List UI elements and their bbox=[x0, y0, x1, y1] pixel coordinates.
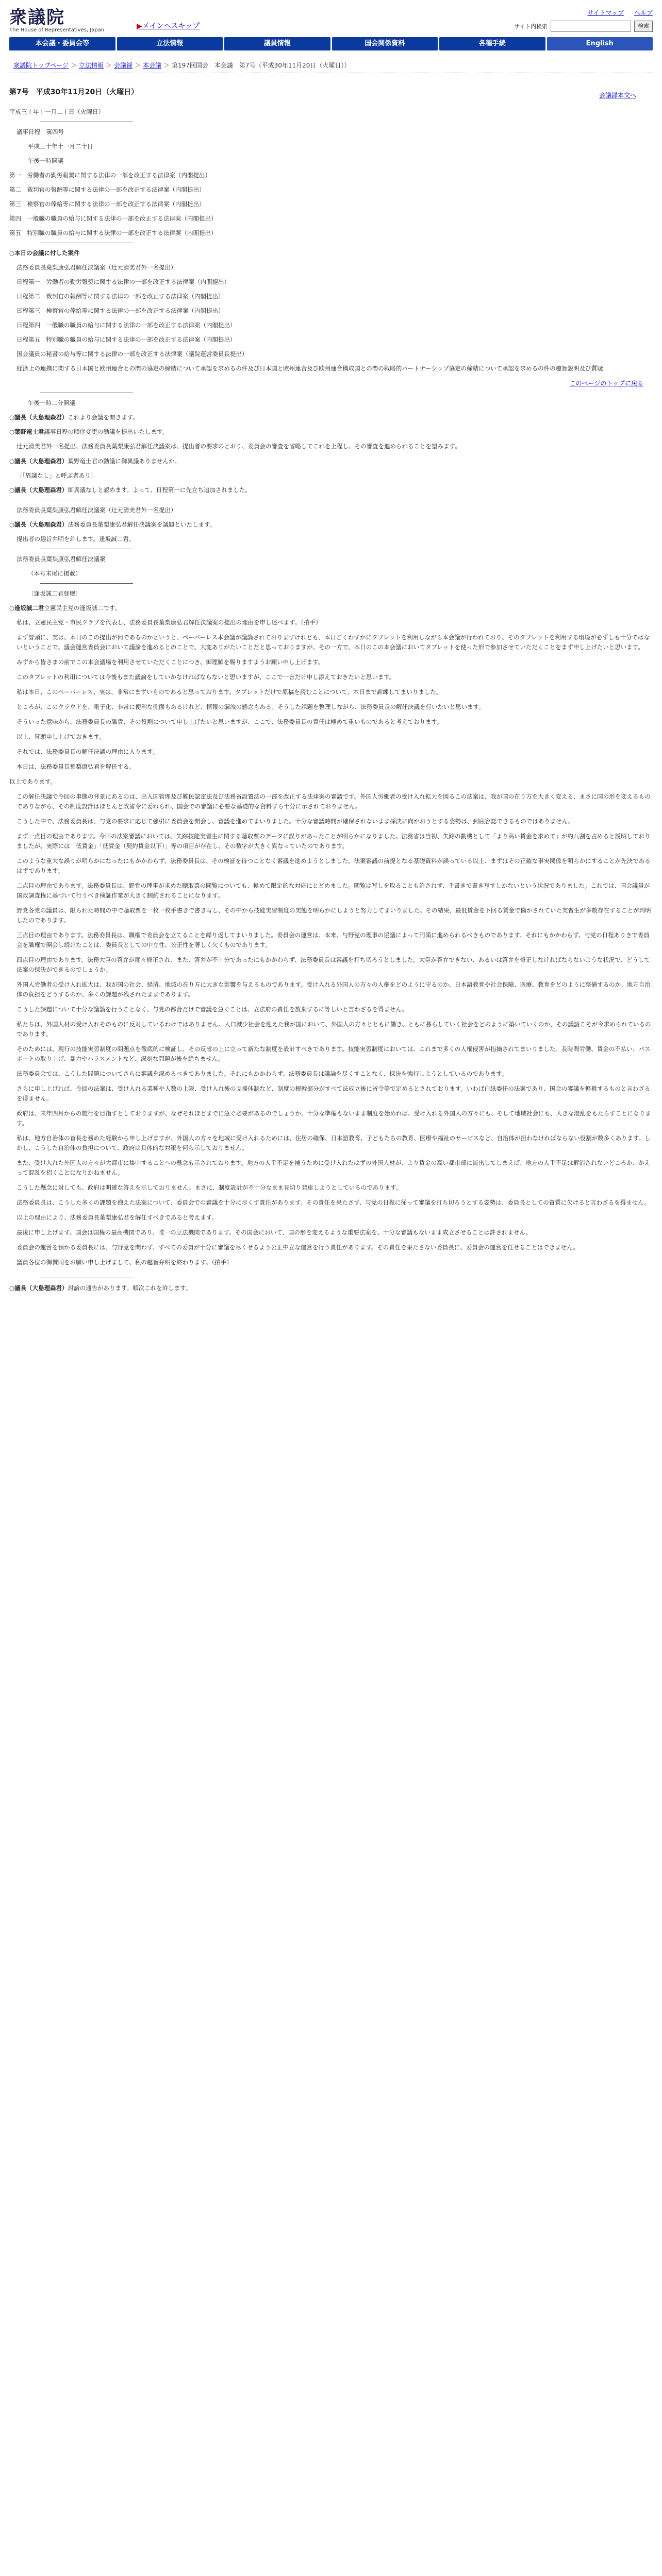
speech-text: 法務委員長葉梨康弘君解任決議案を議題といたします。 bbox=[68, 521, 216, 528]
session-date: 平成三十年十一月二十日（火曜日） bbox=[9, 108, 104, 115]
speaker-name: ○議長（大島理森君） bbox=[9, 1284, 68, 1292]
speech-paragraph: 外国人労働者の受け入れ拡大は、我が国の社会、経済、地域の在り方に大きな影響を与えるものであります。受け入れる外国人の方々の人権をどのように守るのか、日本語教育や社会保障、医療、教育をどのように整備するのか、地方自治体の負担をどうするのか、多くの課題が残されたままであります。 bbox=[16, 981, 651, 998]
agenda-date: 平成三十年十一月二十日 bbox=[28, 143, 93, 150]
resolution-note: （本号末尾に掲載） bbox=[28, 570, 81, 577]
agenda-item: 第三 検察官の俸給等に関する法律の一部を改正する法律案（内閣提出） bbox=[9, 200, 205, 208]
nav-diet-materials[interactable]: 国会関係資料 bbox=[332, 37, 438, 50]
agenda-item: 第一 労働者の勤労報奨に関する法律の一部を改正する法律案（内閣提出） bbox=[9, 172, 211, 179]
case-item: 日程第五 特別職の職員の給与に関する法律の一部を改正する法律案（内閣提出） bbox=[16, 336, 236, 343]
page-title: 第7号 平成30年11月20日（火曜日） bbox=[9, 88, 139, 96]
case-item: 日程第二 裁判官の報酬等に関する法律の一部を改正する法律案（内閣提出） bbox=[16, 293, 224, 300]
agenda-header: 議事日程 第四号 bbox=[16, 128, 64, 135]
speech-paragraph: さらに申し上げれば、今回の法案は、受け入れる業種や人数の上限、受け入れ後の支援体制など、制度の根幹部分がすべて法成立後に省令等で定めるとされております。いわば白紙委任の法案であり、国会の審議を軽視するものと言わざるを得ません。 bbox=[16, 1085, 651, 1102]
speech-paragraph: こうした中で、法務委員長は、与党の要求に応じて強引に委員会を開会し、審議を進めてまいりました。十分な審議時間が確保されないまま採決に向かおうとする姿勢は、到底容認できるものではありません。 bbox=[16, 818, 574, 825]
speaker-name: ○議長（大島理森君） bbox=[9, 521, 68, 528]
speech-text: 立憲民主党の逢坂誠二です。 bbox=[44, 604, 121, 612]
chamber-reaction: 〔「異議なし」と呼ぶ者あり〕 bbox=[16, 472, 97, 479]
agenda-item: 第五 特別職の職員の給与に関する法律の一部を改正する法律案（内閣提出） bbox=[9, 229, 217, 236]
site-header bbox=[0, 0, 662, 36]
case-item: 日程第四 一般職の職員の給与に関する法律の一部を改正する法律案（内閣提出） bbox=[16, 321, 236, 329]
case-item: 日程第三 検察官の俸給等に関する法律の一部を改正する法律案（内閣提出） bbox=[16, 307, 224, 314]
speaker-name: ○議長（大島理森君） bbox=[9, 414, 68, 421]
case-item: 国会議員の秘書の給与等に関する法律の一部を改正する法律案（議院運営委員長提出） bbox=[16, 350, 248, 358]
speaker-name: ○議長（大島理森君） bbox=[9, 457, 68, 465]
speaker-name: ○葉野竜士君 bbox=[9, 428, 44, 435]
speech-paragraph: 二点目の理由であります。法務委員長は、野党の理事が求めた聴取票の閲覧についても、極めて限定的な対応にとどめました。閲覧は写しを取ることも許されず、手書きで書き写すしかないという状況でありました。これでは、国会議員が国政調査権に基づいて行うべき検証作業が大きく制約されることになります。 bbox=[16, 882, 650, 899]
speech-paragraph: こうした課題について十分な議論を行うことなく、与党の都合だけで審議を急ぐことは、立法府の責任を放棄するに等しいと言わざるを得ません。 bbox=[16, 1006, 408, 1013]
speech-paragraph: 私は、地方自治体の首長を務めた経験から申し上げますが、外国人の方々を地域に受け入れるためには、住居の確保、日本語教育、子どもたちの教育、医療や福祉のサービスなど、自治体が担わなければならない役割が数多くあります。しかし、こうした自治体の負担について、政府は具体的な対策を何ら示しておりません。 bbox=[16, 1134, 651, 1151]
speech-paragraph: この解任決議で今回の事態の背景にあるのは、出入国管理及び難民認定法及び法務省設置法の一部を改正する法律案の審議です。外国人労働者の受け入れ拡大を図るこの法案は、我が国の在り方を大きく変える、まさに国の形を変えるものでありながら、その制度設計はほとんど政省令に委ねられ、国会での審議に必要な基礎的な資料すら十分に示されておりません。 bbox=[16, 793, 651, 810]
skip-to-main-link[interactable] bbox=[137, 21, 200, 31]
speech-paragraph: まず冒頭に、実は、本日のこの提出が何であるのかというと、ペーパーレス本会議が議論されておりますけれども、本日ごくわずかにタブレットを利用しながら本会議が行われており、そのタブレットを利用する環境が必ずしも十分ではないということで、議会運営委員会において議論を進めるとのことで、大変ありがたいことだと思っておりますが、その一方で、本日のこの本会議においてタブレットを使った形で参加させていただくことをまず申し上げたいと思います。 bbox=[16, 634, 650, 651]
back-to-top-link[interactable]: このページのトップに戻る bbox=[569, 380, 643, 387]
speech-paragraph: 私は本日、このペーパーレス、実は、非常にまずいものであると思っております。タブレットだけで原稿を読むことについて、本日まで訓練してまいりました。 bbox=[16, 688, 442, 696]
speech-paragraph: 委員会の運営を預かる委員長には、与野党を問わず、すべての委員が十分に審議を尽くせるよう公正中立な運営を行う責任があります。その責任を果たさない委員長に、委員会の運営を任せることはできません。 bbox=[16, 1244, 580, 1251]
minutes-content bbox=[0, 87, 662, 1293]
nav-legislative-info[interactable]: 立法情報 bbox=[117, 37, 223, 50]
speech-paragraph: 以上、冒頭申し上げておきます。 bbox=[16, 733, 105, 740]
breadcrumb-separator-icon: ＞ bbox=[70, 62, 77, 69]
breadcrumb-legislative[interactable]: 立法情報 bbox=[78, 62, 104, 69]
speech-paragraph: ところが、このクラウドを、電子化、非常に便利な側面もあるけれど、情報の漏洩の懸念もある。そうした課題を整理しながら、法務委員長の解任決議を行いたいと思います。 bbox=[16, 703, 485, 710]
search-button[interactable]: 検索 bbox=[634, 21, 653, 32]
skip-to-main-label: メインへスキップ bbox=[142, 22, 200, 30]
agenda-item: 第四 一般職の職員の給与に関する法律の一部を改正する法律案（内閣提出） bbox=[9, 215, 217, 222]
nav-member-info[interactable]: 議員情報 bbox=[224, 37, 330, 50]
speech-body-continued bbox=[9, 792, 653, 1273]
resolution-label: 法務委員長葉梨康弘君解任決議案 bbox=[16, 555, 106, 563]
nav-plenary-committee[interactable]: 本会議・委員会等 bbox=[9, 37, 115, 50]
breadcrumb-home[interactable]: 衆議院トップページ bbox=[13, 62, 69, 69]
speech-paragraph: このタブレットの利用については今後もまた議論をしていかなければならないと思いますが、ここで一言だけ申し添えておきたいと思います。 bbox=[16, 673, 395, 681]
case-item: 日程第一 労働者の勤労報奨に関する法律の一部を改正する法律案（内閣提出） bbox=[16, 278, 230, 285]
arrow-icon: ▶ bbox=[137, 22, 142, 30]
speech-paragraph: 野党各党の議員は、限られた時間の中で聴取票を一枚一枚手書きで書き写し、その中から技能実習制度の実態を明らかにしようと努力してまいりました。その結果、最低賃金を下回る賃金で働かされていた実習生が多数存在することが判明したのであります。 bbox=[16, 907, 651, 924]
speech-paragraph: 以上であります。 bbox=[9, 778, 57, 785]
divider bbox=[40, 583, 133, 584]
speech-paragraph: こうした懸念に対しても、政府は明確な答えを示しておりません。まさに、制度設計が不十分なまま見切り発車しようとしているのであります。 bbox=[16, 1184, 402, 1191]
speech-text: 討論の通告があります。順次これを許します。 bbox=[68, 1284, 192, 1292]
site-search bbox=[514, 21, 653, 32]
session-open-time: 午後一時二分開議 bbox=[28, 399, 75, 406]
help-link[interactable]: ヘルプ bbox=[634, 9, 653, 16]
speech-paragraph: 最後に申し上げます。国会は国権の最高機関であり、唯一の立法機関であります。その国会において、国の形を変えるような重要法案を、十分な審議もないまま成立させることは許されません。 bbox=[16, 1229, 532, 1236]
speech-text: 辻元清美君外一名提出、法務委員長葉梨康弘君解任決議案は、提出者の要求のとおり、委員会の審査を省略してこれを上程し、その審査を進められることを望みます。 bbox=[16, 443, 461, 450]
top-links bbox=[579, 8, 653, 17]
speech-paragraph: 四点目の理由であります。法務大臣の答弁が度々修正され、また、答弁が不十分であったにもかかわらず、法務委員長は審議を打ち切ろうとしました。大臣が答弁できない、あるいは答弁を修正しなければならないような状況で、どうして法案の採決ができるのでしょうか。 bbox=[16, 956, 650, 973]
logo-kanji: 衆議院 bbox=[9, 7, 65, 28]
global-nav bbox=[0, 37, 662, 50]
speech-paragraph: 法務委員会では、こうした問題についてさらに審議を深めるべきでありました。それにもかかわらず、法務委員長は議論を尽くすことなく、採決を強行しようとしているのであります。 bbox=[16, 1070, 508, 1077]
speech-text: 議事日程の順序変更の動議を提出いたします。 bbox=[44, 428, 169, 435]
nav-procedures[interactable]: 各種手続 bbox=[439, 37, 545, 50]
speech-paragraph: 政府は、来年四月からの施行を目指すとしておりますが、なぜそれほどまでに急ぐ必要があるのでしょうか。十分な準備もないまま制度を始めれば、受け入れる外国人の方々にも、そして地域社会にも、大きな混乱をもたらすことになります。 bbox=[16, 1110, 651, 1127]
breadcrumb-minutes[interactable]: 会議録 bbox=[113, 62, 133, 69]
logo-english: The House of Representatives, Japan bbox=[9, 27, 105, 33]
speech-paragraph: 本日は、法務委員長葉梨康弘君を解任する。 bbox=[16, 763, 135, 770]
search-input[interactable] bbox=[551, 21, 631, 32]
back-to-minutes-link[interactable]: 会議録本文へ bbox=[599, 92, 636, 99]
speech-paragraph: まず一点目の理由であります。今回の法案審議においては、失踪技能実習生に関する聴取票のデータに誤りがあったことが明らかになりました。法務省は当初、失踪の動機として「より高い賃金を求めて」が約八割を占めると説明しておりましたが、実際には「低賃金」「低賃金（契約賃金以下）」等の項目が存在し、その数字が大きく異なっていたのであります。 bbox=[16, 833, 651, 850]
stage-direction: 〔逢坂誠二君登壇〕 bbox=[28, 590, 81, 597]
speech-text: 提出者の趣旨弁明を許します。逢坂誠二君。 bbox=[16, 535, 135, 543]
speech-paragraph: 私たちは、外国人材の受け入れそのものに反対しているわけではありません。人口減少社会を迎えた我が国において、外国人の方々とともに働き、ともに暮らしていく社会をどのように築いていくのか、その議論こそが今求められているのであります。 bbox=[16, 1021, 651, 1038]
speech-paragraph: 以上の理由により、法務委員長葉梨康弘君を解任すべきであると考えます。 bbox=[16, 1214, 218, 1221]
speech-paragraph: 法務委員長は、こうした多くの課題を抱えた法案について、委員会での審議を十分に尽くす責任があります。その責任を果たさず、与党の日程に従って審議を打ち切ろうとする姿勢は、委員長としての資質に欠けると言わざるを得ません。 bbox=[16, 1199, 650, 1206]
agenda-time: 午後一時開議 bbox=[28, 157, 63, 164]
speech-paragraph: また、受け入れた外国人の方々が大都市に集中することへの懸念も示されております。地方の人手不足を補うために受け入れたはずの外国人材が、より賃金の高い都市部に流出してしまえば、地方の人手不足は解消されないどころか、かえって混乱を招くことになりかねません。 bbox=[16, 1159, 651, 1176]
speech-paragraph: 三点目の理由であります。法務委員長は、職権で委員会を立てることを繰り返してまいりました。委員会の運営は、本来、与野党の理事の協議によって円満に進められるべきものであります。それにもかかわらず、与党の日程ありきで委員会を職権で開会し続けたことは、委員長としての中立性、公正性を著しく欠くものであります。 bbox=[16, 931, 650, 948]
resolution-title: 法務委員長葉梨康弘君解任決議案（辻元清美君外一名提出） bbox=[16, 506, 177, 514]
breadcrumb-plenary[interactable]: 本会議 bbox=[143, 62, 162, 69]
speech-paragraph: それでは、法務委員長の解任決議の理由に入ります。 bbox=[16, 748, 159, 755]
nav-english[interactable]: English bbox=[547, 37, 653, 50]
speech-paragraph: そのためには、現行の技能実習制度の問題点を徹底的に検証し、その反省の上に立って新たな制度を設計すべきであります。技能実習制度においては、これまで多くの人権侵害が指摘されてまいりました。長時間労働、賃金の不払い、パスポートの取り上げ、暴力やハラスメントなど、深刻な問題が後を絶ちません。 bbox=[16, 1045, 651, 1062]
breadcrumb-separator-icon: ＞ bbox=[163, 62, 170, 69]
speech-paragraph: このような重大な誤りが明らかになったにもかかわらず、法務委員長は、その検証を待つことなく審議を進めようとしました。法案審議の前提となる基礎資料が誤っている以上、まずはその正確な事実関係を明らかにすることが先決であるはずであります。 bbox=[16, 857, 651, 874]
speech-body bbox=[9, 618, 653, 792]
speech-text: 葉野竜士君の動議に御異議ありませんか。 bbox=[68, 457, 181, 465]
cases-note: 経済上の連携に関する日本国と欧州連合との間の協定の締結について承認を求めるの件及び日本国と欧州連合及び欧州連合構成国との間の戦略的パートナーシップ協定の締結について承認を求めるの件の趣旨説明及び質疑 bbox=[16, 365, 603, 372]
breadcrumb-separator-icon: ＞ bbox=[134, 62, 141, 69]
breadcrumb-separator-icon: ＞ bbox=[105, 62, 112, 69]
breadcrumb-current: 第197回国会 本会議 第7号（平成30年11月20日（火曜日）） bbox=[172, 62, 351, 69]
speaker-name: ○逢坂誠二君 bbox=[9, 604, 44, 612]
speech-text: 御異議なしと認めます。よって、日程第一に先立ち追加されました。 bbox=[68, 486, 251, 494]
speech-paragraph: 議員各位の御賛同をお願い申し上げまして、私の趣旨弁明を終わります。（拍手） bbox=[16, 1259, 233, 1266]
case-item: 法務委員長葉梨康弘君解任決議案（辻元清美君外一名提出） bbox=[16, 264, 177, 271]
speaker-name: ○議長（大島理森君） bbox=[9, 486, 68, 494]
speech-paragraph: そういった意味から、法務委員長の職責、その役割について申し上げたいと思いますが、ここで、法務委員長の責任は極めて重いものであると考えております。 bbox=[16, 718, 443, 725]
breadcrumb bbox=[9, 58, 653, 73]
speech-paragraph: 私は、立憲民主党・市民クラブを代表し、法務委員長葉梨康弘君解任決議案の提出の理由を申し述べます。（拍手） bbox=[16, 619, 322, 626]
agenda-item: 第二 裁判官の報酬等に関する法律の一部を改正する法律案（内閣提出） bbox=[9, 186, 205, 193]
sitemap-link[interactable]: サイトマップ bbox=[587, 9, 624, 16]
search-label: サイト内検索 bbox=[514, 23, 548, 30]
cases-header: ○本日の会議に付した案件 bbox=[9, 249, 80, 257]
speech-text: これより会議を開きます。 bbox=[68, 414, 139, 421]
speech-paragraph: みずから皆さまの前でこの本会議場を利用させていただくことにつき、御理解を賜りますようお願い申し上げます。 bbox=[16, 658, 324, 666]
site-logo[interactable] bbox=[9, 3, 104, 33]
